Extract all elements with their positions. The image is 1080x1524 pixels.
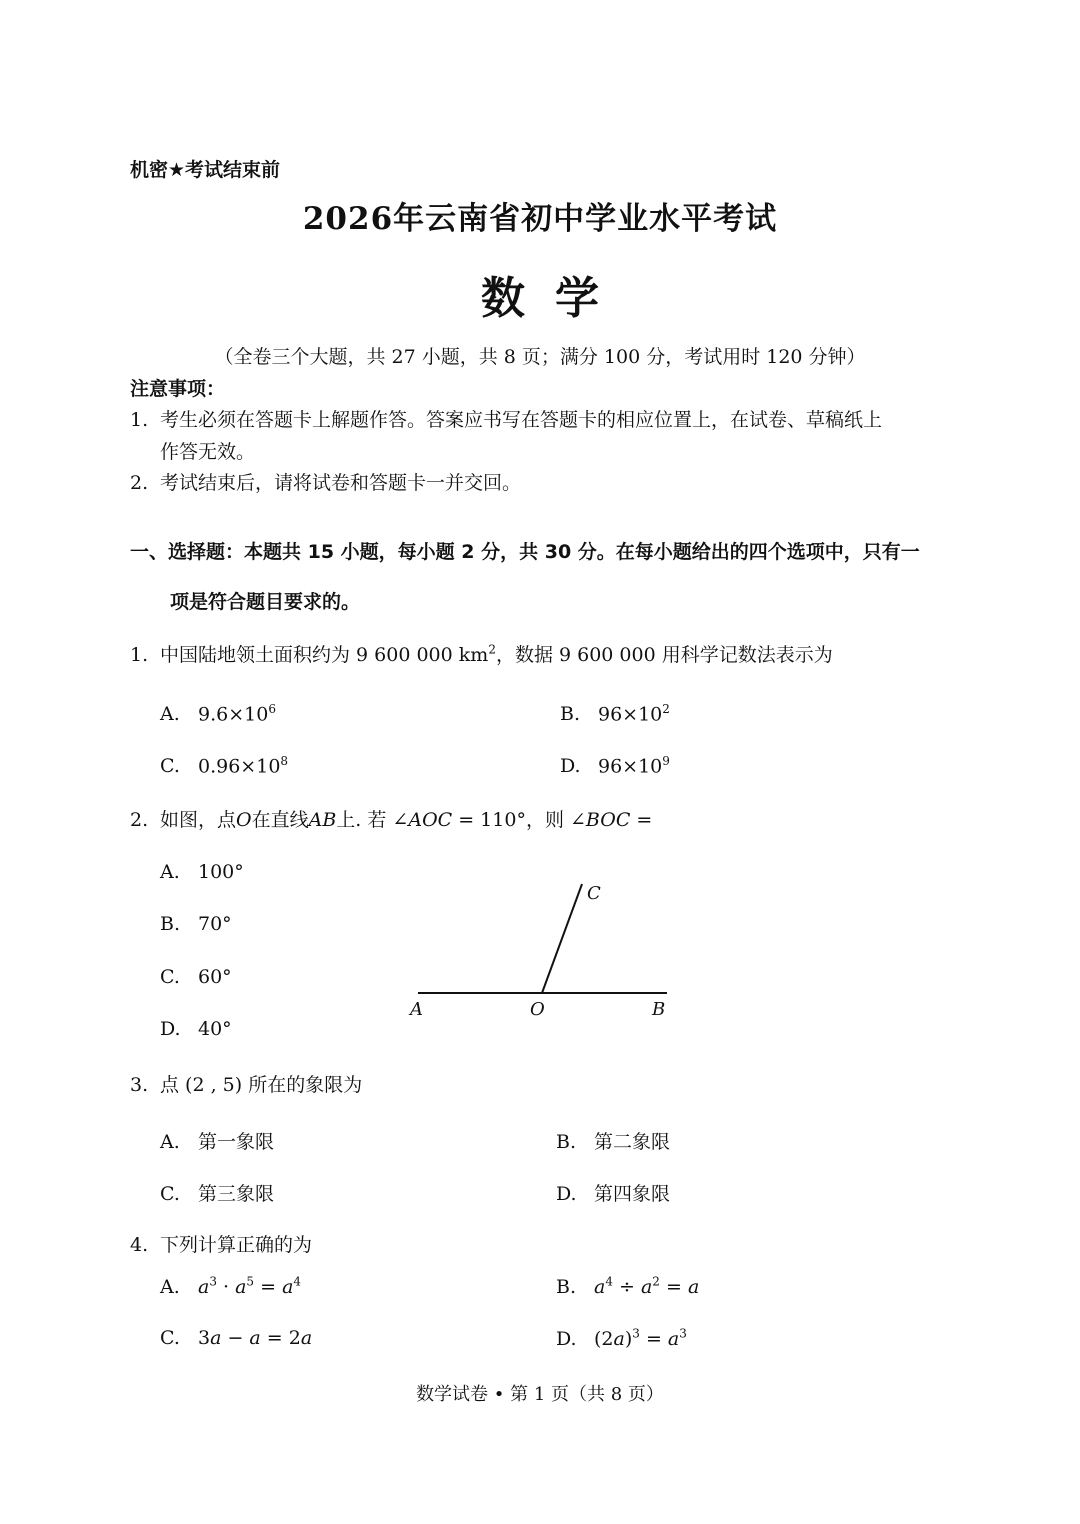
option-label: A. <box>160 1131 180 1153</box>
exam-info: （全卷三个大题，共 27 小题，共 8 页；满分 100 分，考试用时 120 分钟） <box>214 346 866 368</box>
option-formula: $(2a)^3 = a^3$ <box>594 1327 687 1351</box>
option-label: C. <box>160 1327 180 1349</box>
exam-title: 2026年云南省初中学业水平考试 <box>302 201 778 237</box>
q1-option-d <box>560 754 670 777</box>
notice-item-number: 2. <box>130 472 149 494</box>
option-label: D. <box>160 1018 181 1040</box>
question-number: 3. <box>130 1074 149 1096</box>
option-label: B. <box>160 913 181 935</box>
notice-item-number: 1. <box>130 409 149 431</box>
question-number: 4. <box>130 1234 149 1256</box>
question-1 <box>130 640 833 667</box>
q4-option-d <box>556 1327 687 1350</box>
var-o: O <box>236 809 252 831</box>
q1-option-c <box>160 754 288 777</box>
option-exponent: 2 <box>662 702 670 716</box>
option-value: 9.6×10 <box>198 703 269 726</box>
option-value: 第四象限 <box>594 1183 671 1205</box>
option-label: D. <box>560 755 581 778</box>
option-exponent: 9 <box>662 754 670 768</box>
option-value: 96×10 <box>598 703 663 726</box>
option-label: C. <box>160 1183 180 1205</box>
option-label: C. <box>160 966 180 988</box>
q1-option-b <box>560 702 670 725</box>
q3-option-a <box>160 1127 274 1154</box>
var-aoc: AOC <box>408 809 453 831</box>
q4-option-a <box>160 1275 301 1298</box>
notice-item-1 <box>130 405 882 432</box>
q4-option-b <box>556 1275 699 1298</box>
label-a: A <box>410 999 423 1020</box>
q2-option-a <box>160 861 244 883</box>
question-text: 如图，点 <box>160 809 237 831</box>
section-heading: 一、选择题：本题共 15 小题，每小题 2 分，共 30 分。在每小题给出的四个选项中，只有一 <box>130 541 920 563</box>
question-text-cont: ，数据 9 600 000 用科学记数法表示为 <box>495 644 833 666</box>
question-4 <box>130 1230 312 1257</box>
option-exponent: 6 <box>268 702 276 716</box>
question-number: 2. <box>130 809 149 831</box>
option-label: B. <box>556 1276 577 1299</box>
notice-item-text: 考生必须在答题卡上解题作答。答案应书写在答题卡的相应位置上，在试卷、草稿纸上 <box>160 409 883 431</box>
option-value: 60° <box>198 966 232 988</box>
var-ab: AB <box>308 809 337 831</box>
notice-item-text: 考试结束后，请将试卷和答题卡一并交回。 <box>160 472 522 494</box>
q2-option-d <box>160 1018 232 1040</box>
option-value: 0.96×10 <box>198 755 281 778</box>
option-exponent: 8 <box>280 754 289 768</box>
option-formula: $a^3 \cdot a^5 = a^4$ <box>198 1275 302 1299</box>
option-label: B. <box>560 703 581 726</box>
option-label: C. <box>160 755 180 778</box>
question-text: 中国陆地领土面积约为 9 600 000 km <box>160 644 489 666</box>
option-value: 70° <box>198 913 232 935</box>
section-heading-cont: 项是符合题目要求的。 <box>170 591 361 613</box>
option-label: D. <box>556 1183 577 1205</box>
option-label: A. <box>160 1276 180 1299</box>
option-label: D. <box>556 1328 577 1351</box>
question-3 <box>130 1070 362 1097</box>
question-2 <box>130 805 652 832</box>
option-value: 100° <box>198 861 244 883</box>
option-value: 第三象限 <box>198 1183 275 1205</box>
q4-option-c <box>160 1327 312 1349</box>
angle-figure <box>400 870 690 1030</box>
option-label: A. <box>160 861 180 883</box>
label-o: O <box>530 999 545 1020</box>
question-text: = <box>630 809 653 831</box>
label-c: C <box>587 883 601 904</box>
option-value: 96×10 <box>598 755 663 778</box>
notice-heading: 注意事项： <box>130 378 226 400</box>
question-text: 点 (2 , 5) 所在的象限为 <box>160 1074 363 1096</box>
question-text: 上. 若 ∠ <box>336 809 409 831</box>
option-value: 第一象限 <box>198 1131 275 1153</box>
question-number: 1. <box>130 644 149 666</box>
q2-option-c <box>160 966 232 988</box>
question-text: 在直线 <box>251 809 309 831</box>
question-text: 下列计算正确的为 <box>160 1234 313 1256</box>
notice-item-2 <box>130 468 521 495</box>
subject-title: 数学 <box>481 273 629 324</box>
option-label: A. <box>160 703 180 726</box>
option-label: B. <box>556 1131 577 1153</box>
q3-option-c <box>160 1179 274 1206</box>
option-value: 40° <box>198 1018 232 1040</box>
q1-option-a <box>160 702 276 725</box>
var-boc: BOC <box>585 809 631 831</box>
option-formula: $a^4 \div a^2 = a$ <box>594 1275 700 1299</box>
option-formula: 3a − a = 2a <box>198 1327 313 1349</box>
q3-option-d <box>556 1179 670 1206</box>
q2-option-b <box>160 913 232 935</box>
label-b: B <box>652 999 666 1020</box>
option-value: 第二象限 <box>594 1131 671 1153</box>
q3-option-b <box>556 1127 670 1154</box>
page-footer: 数学试卷 • 第 1 页（共 8 页） <box>416 1384 664 1405</box>
ray-oc <box>542 884 582 993</box>
superscript: 2 <box>488 642 496 657</box>
notice-item-1-cont: 作答无效。 <box>160 441 256 463</box>
confidential-mark: 机密★考试结束前 <box>130 159 281 181</box>
question-text: = 110°，则 ∠ <box>452 809 586 831</box>
